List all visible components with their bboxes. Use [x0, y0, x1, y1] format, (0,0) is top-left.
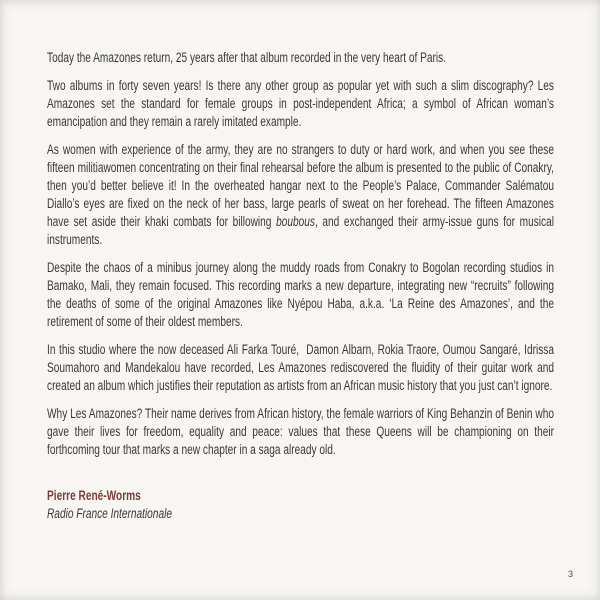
text-run: Why Les Amazones? Their name derives from African history, the female warriors of King Behanzin of Benin who gave their lives for freedom, equality and peace: values that these Queens will be championing on their forthcoming tour that marks a new chapter in a saga already old. [47, 406, 554, 457]
body-text [47, 49, 554, 523]
paragraph [47, 77, 554, 131]
page-number: 3 [567, 569, 573, 579]
author-name: Pierre René-Worms [47, 488, 141, 503]
text-run: , and exchanged their army-issue guns for musical instruments. [47, 214, 554, 247]
text-run: In this studio where the now deceased Ali Farka Touré, Damon Albarn, Rokia Traore, Oumou Sangaré, Idrissa Soumahoro and Mandekalou have recorded, Les Amazones rediscovered the fluidity of their guitar work and created an album which justifies their reputation as artists from an African music history that you just can’t ignore. [47, 342, 554, 393]
paragraph [47, 141, 554, 249]
signature-block [47, 487, 554, 523]
paragraph [47, 259, 554, 331]
text-run: Despite the chaos of a minibus journey along the muddy roads from Conakry to Bogolan recording studios in Bamako, Mali, they remain focused. This recording marks a new departure, integrating new “recruits” following the deaths of some of the original Amazones like Nyépou Haba, a.k.a. ‘La Reine des Amazones’, and the retirement of some of their oldest members. [47, 260, 554, 329]
text-run: Two albums in forty seven years! Is there any other group as popular yet with such a slim discography? Les Amazones set the standard for female groups in post-independent Africa; a symbol of African woman’s emancipation and they remain a rarely imitated example. [47, 78, 554, 129]
paragraph [47, 405, 554, 459]
author-organization: Radio France Internationale [47, 506, 172, 521]
italic-run: boubous [276, 214, 315, 229]
paragraph [47, 341, 554, 395]
text-run: Today the Amazones return, 25 years after that album recorded in the very heart of Paris. [47, 50, 447, 65]
text-run: As women with experience of the army, they are no strangers to duty or hard work, and when you see these fifteen militiawomen concentrating on their final rehearsal before the album is presented to the public of Conakry, then you’d better believe it! In the overheated hangar next to the People’s Palace, Commander Salématou Diallo’s eyes are fixed on the neck of her bass, large pearls of sweat on her forehead. The fifteen Amazones have set aside their khaki combats for billowing [47, 142, 554, 229]
paragraph [47, 49, 554, 67]
